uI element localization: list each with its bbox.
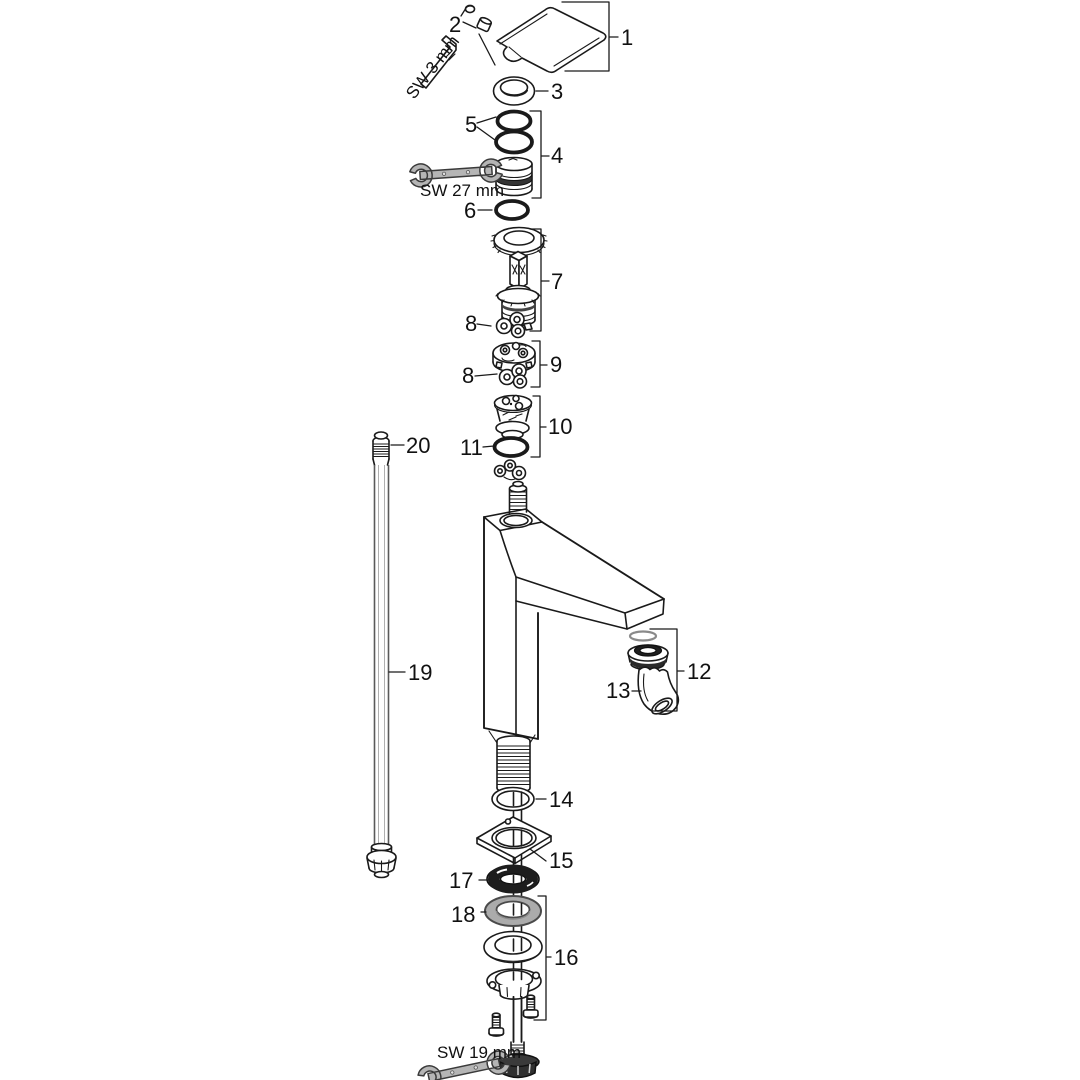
callout-10-label: 10 [548, 414, 573, 439]
part-8-seal-lower [500, 364, 527, 388]
callout-9 [531, 341, 562, 387]
callout-18 [451, 902, 486, 927]
part-19-hose [367, 465, 396, 878]
callout-9-label: 9 [550, 352, 563, 377]
callout-17 [449, 868, 488, 893]
part-11-oring [495, 438, 528, 456]
callout-20 [391, 433, 430, 458]
callout-13 [606, 678, 641, 703]
callout-4-label: 4 [551, 143, 564, 168]
callout-20-label: 20 [406, 433, 431, 458]
part-2-set-screws [466, 5, 493, 32]
callout-12-label: 12 [687, 659, 712, 684]
callout-18-label: 18 [451, 902, 476, 927]
callout-5-label: 5 [465, 112, 478, 137]
callout-8b [462, 363, 497, 388]
part-17-oring-dark [487, 866, 539, 892]
part-10-valve [495, 396, 532, 439]
allen-key-size-label: SW 3 mm [402, 31, 464, 103]
callout-3 [536, 79, 563, 104]
callout-8b-label: 8 [462, 363, 475, 388]
callout-10 [531, 396, 572, 457]
callout-19-label: 19 [408, 660, 433, 685]
retainer-clip [495, 460, 526, 480]
callout-14 [536, 787, 573, 812]
callout-7-label: 7 [551, 269, 564, 294]
callout-8a [465, 311, 491, 336]
callout-2-label: 2 [449, 12, 462, 37]
part-6-oring [496, 201, 528, 219]
mounting-bolt-right [524, 995, 539, 1018]
callout-6 [464, 198, 492, 223]
part-8-seal-upper [497, 313, 525, 338]
part-5-orings [496, 112, 532, 153]
callout-1-label: 1 [621, 25, 634, 50]
wrench-19-size-label: SW 19 mm [437, 1043, 522, 1062]
callout-2 [449, 8, 495, 65]
callout-15 [530, 848, 573, 873]
cartridge-stud [510, 482, 527, 514]
callout-14-label: 14 [549, 787, 574, 812]
callout-13-label: 13 [606, 678, 631, 703]
callout-4 [530, 111, 563, 198]
part-3-ring [494, 77, 535, 105]
callout-15-label: 15 [549, 848, 574, 873]
callout-17-label: 17 [449, 868, 474, 893]
part-12-aerator-group [628, 632, 668, 670]
part-14-oring [492, 788, 534, 811]
wrench-27-size-label: SW 27 mm [420, 181, 505, 200]
callout-19 [389, 660, 432, 685]
callout-11-label: 11 [460, 435, 483, 460]
callout-6-label: 6 [464, 198, 477, 223]
part-20-hose-nipple [373, 432, 389, 465]
callout-16-label: 16 [554, 945, 579, 970]
part-13-spout-elbow [638, 667, 678, 717]
callout-11 [460, 435, 494, 460]
callout-3-label: 3 [551, 79, 564, 104]
callout-8a-label: 8 [465, 311, 478, 336]
part-1-handle [497, 8, 606, 73]
part-18-washer-gray [485, 896, 541, 926]
mounting-bolt-left [489, 1013, 504, 1036]
callout-5 [465, 112, 496, 140]
